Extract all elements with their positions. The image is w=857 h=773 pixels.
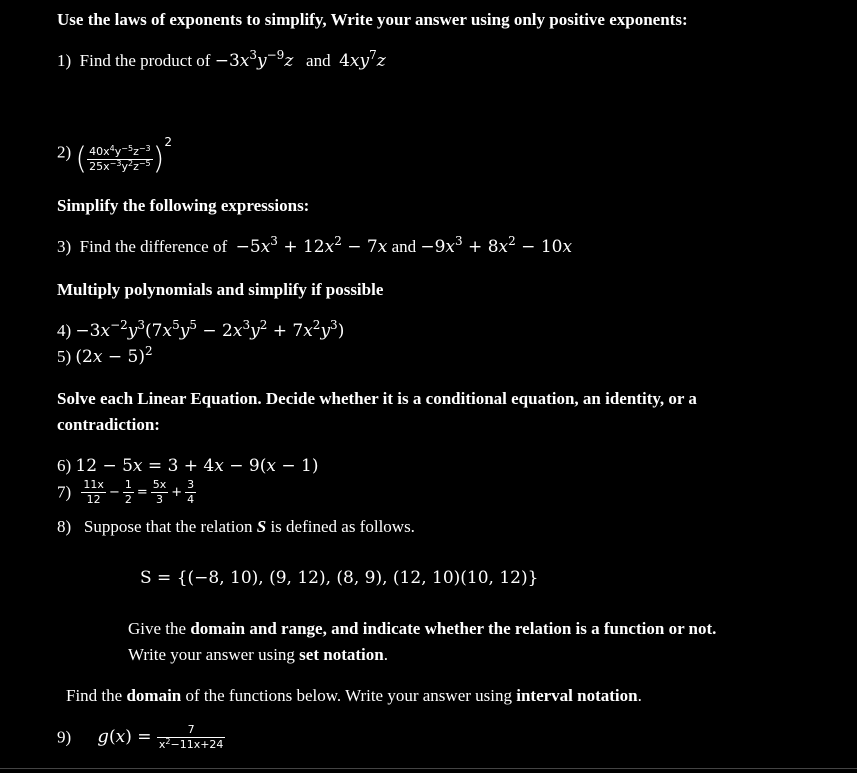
relation-instruction-line2 — [128, 644, 388, 666]
instruction-simplify: Simplify the following expressions: — [57, 196, 310, 215]
problem-9-label: 9) — [57, 727, 72, 747]
domain-instruction-text: Find the — [66, 686, 127, 705]
problem-5-expr: $(2x - 5)^2$ — [75, 344, 153, 367]
problem-8-text-before: Suppose that the relation — [83, 517, 253, 536]
relation-instruction-period: . — [383, 645, 388, 664]
problem-4-expr: $-3x^{-2}y^3(7x^5y^5 - 2x^3y^2 + 7x^2y^3)$ — [75, 318, 345, 341]
problem-3-and: and — [391, 237, 417, 256]
domain-term: domain — [126, 686, 182, 705]
problem-6 — [57, 455, 318, 477]
relation-instruction-text: Write your answer using — [128, 645, 300, 664]
instruction-exponents: Use the laws of exponents to simplify, Write your answer using only positive exponents: — [57, 10, 688, 29]
problem-3-expr-a: $-5x^3 + 12x^2 - 7x$ — [235, 234, 388, 257]
problem-1-label: 1) — [57, 51, 72, 70]
relation-set: S = {(−8, 10), (9, 12), (8, 9), (12, 10)(10, 12)} — [140, 568, 539, 588]
relation-instruction-text: Give the — [128, 619, 191, 638]
problem-7-expr: $\frac{11x}{12}$ − $\frac{1}{2}$ = $\frac{5x}{3}$ + $\frac{3}{4}$ — [83, 478, 195, 506]
domain-instruction-period: . — [637, 686, 642, 705]
set-notation-term: set notation — [299, 645, 384, 664]
domain-instruction-text: of the functions below. Write your answer using — [181, 686, 517, 705]
problem-4-label: 4) — [57, 321, 72, 340]
problem-3-text: Find the difference of — [79, 237, 228, 256]
instruction-multiply: Multiply polynomials and simplify if possible — [57, 280, 384, 299]
relation-instruction-bold: domain and range, and indicate whether the relation is a function or not. — [190, 619, 717, 638]
domain-instruction — [66, 685, 642, 707]
problem-1-expr-a: $-3x^3y^{-9}z$ — [214, 48, 294, 71]
interval-notation-term: interval notation — [516, 686, 638, 705]
problem-1-text: Find the product of — [79, 51, 211, 70]
problem-3-expr-b: $-9x^3 + 8x^2 - 10x$ — [420, 234, 573, 257]
problem-2 — [57, 131, 172, 175]
page-bottom-border — [0, 768, 857, 769]
problem-6-label: 6) — [57, 456, 72, 475]
problem-7-label: 7) — [57, 482, 72, 502]
problem-8-var: S — [256, 517, 267, 536]
problem-8 — [57, 516, 415, 538]
problem-4 — [57, 320, 344, 342]
problem-2-label: 2) — [57, 142, 72, 162]
problem-7 — [57, 478, 196, 514]
instruction-linear-line2: contradiction: — [57, 415, 160, 434]
problem-8-label: 8) — [57, 517, 72, 536]
problem-8-text-after: is defined as follows. — [270, 517, 415, 536]
problem-3-label: 3) — [57, 237, 72, 256]
problem-2-expr: ( $\frac{40x^4y^{-5}z^{-3}}{25x^{-3}y^2z^{-5}}$ )$^2$ — [75, 135, 172, 177]
problem-5-label: 5) — [57, 347, 72, 366]
problem-5 — [57, 346, 153, 368]
problem-1-expr-b: $4xy^7z$ — [339, 48, 386, 71]
problem-9-expr: g(x) = $\frac{7}{x^2-11x+24}$ — [97, 723, 224, 751]
relation-instruction-line1 — [128, 618, 716, 640]
problem-1 — [57, 50, 386, 72]
problem-6-expr: 12 − 5x = 3 + 4x − 9(x − 1) — [75, 456, 319, 476]
instruction-linear-line1: Solve each Linear Equation. Decide whether it is a conditional equation, an identity, or a — [57, 389, 697, 408]
problem-9 — [57, 723, 225, 763]
problem-3 — [57, 236, 572, 258]
problem-1-and: and — [306, 51, 331, 70]
